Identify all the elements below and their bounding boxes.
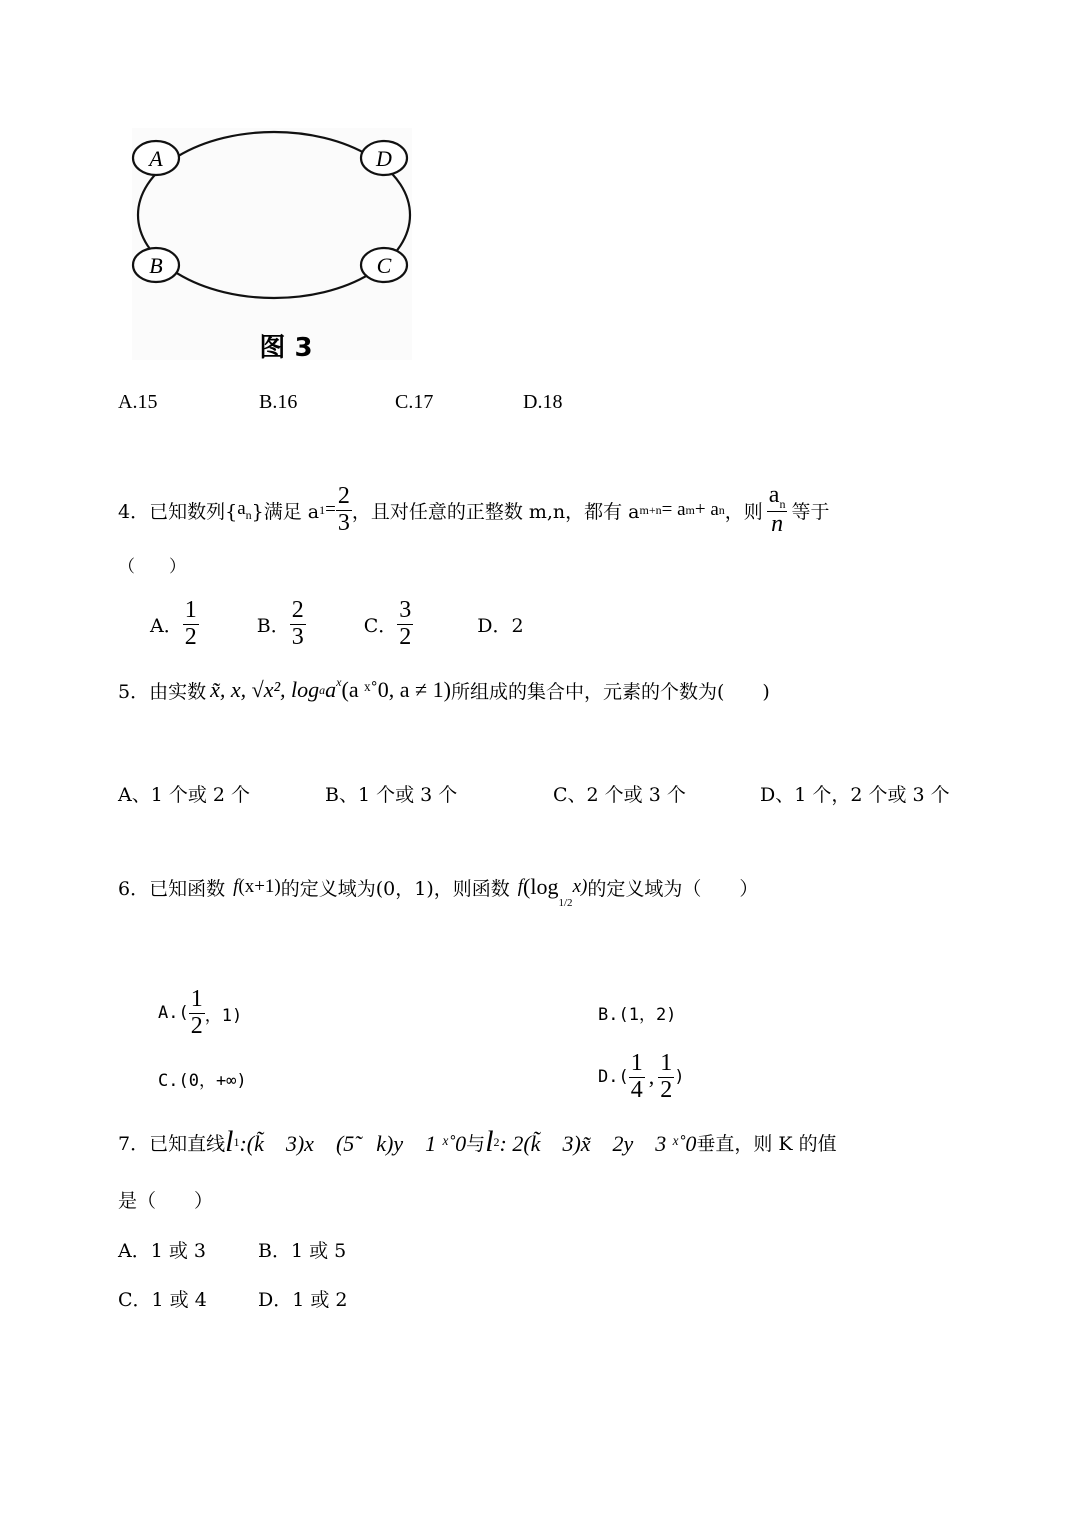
q7-line-l2: l — [485, 1125, 494, 1158]
ring-diagram — [128, 128, 423, 368]
q4-paren: （ ） — [118, 557, 186, 577]
q4-option-a-label: A． — [150, 614, 183, 637]
q4-option-c-frac: $\frac{3}{2}$ — [399, 597, 412, 650]
q5-option-d: D、1 个，2 个或 3 个 — [760, 784, 950, 806]
q4-text-2: ，且对任意的正整数 m,n，都有 a — [351, 500, 640, 523]
node-a — [133, 141, 179, 175]
figure-caption: 图 3 — [259, 333, 313, 363]
q7-stem: 7．已知直线 l 1 :(k̃ 3)x (5̃ k)y 1 ˣ˚0 与 l 2 : 2(k̃ 3)x̃ 2y 3 ˣ˚0 垂直，则 K 的值 — [118, 1125, 837, 1158]
q6-log: (log — [523, 874, 559, 899]
q7-text-suffix: 垂直，则 K 的值 — [696, 1132, 837, 1155]
q4-option-d: D．2 — [477, 614, 524, 637]
q5-option-b: B、1 个或 3 个 — [325, 784, 458, 806]
q6-option-b: B.(1，2) — [598, 1005, 677, 1025]
q5-math-3: (a ˣ˚0, a ≠ 1) — [341, 677, 451, 702]
q6-option-a: A.( $\frac{1}{2}$ ，1) — [158, 986, 243, 1039]
q6-arg1: (x+1) — [238, 876, 281, 897]
node-c — [361, 248, 407, 282]
q7-option-b: B．1 或 5 — [258, 1240, 347, 1262]
figure-3 — [128, 128, 423, 368]
q7-option-a: A．1 或 3 — [118, 1240, 206, 1262]
q5-stem — [118, 670, 770, 710]
q7-option-c: C．1 或 4 — [118, 1289, 207, 1311]
q4-sub-mn: m+n — [639, 502, 662, 517]
q3-option-c: C.17 — [395, 391, 434, 413]
q3-option-a: A.15 — [118, 391, 158, 413]
q6-option-d: D.( $\frac{1}{4}$ , $\frac{1}{2}$ ) — [598, 1050, 685, 1103]
q4-eq2: = a — [661, 499, 686, 520]
q7-option-d: D．1 或 2 — [258, 1289, 348, 1311]
q4-option-b-label: B． — [256, 614, 290, 637]
q5-math-1: x̃, x, √x², log — [210, 677, 320, 702]
q5-math-2: a — [325, 677, 337, 702]
q4-seq-symbol: $a_n$ — [237, 497, 252, 522]
q5-exponent: x — [336, 674, 342, 689]
q4-eq: = — [325, 499, 336, 520]
svg-text:C: C — [376, 253, 392, 278]
q7-eq2: : 2(k̃ 3)x̃ 2y 3 ˣ˚0 — [499, 1130, 697, 1156]
q4-text-3: ，则 — [724, 500, 763, 523]
q3-option-b: B.16 — [259, 391, 298, 413]
q6-option-d-frac-1: $\frac{1}{4}$ — [630, 1050, 643, 1103]
q6-option-d-frac-2: $\frac{1}{2}$ — [660, 1050, 673, 1103]
q4-options — [150, 592, 524, 656]
q4-option-a-frac: $\frac{1}{2}$ — [184, 597, 197, 650]
q6-text-prefix: 6．已知函数 — [118, 877, 226, 900]
q5-text-prefix: 5．由实数 — [118, 680, 207, 703]
q4-frac-two-thirds: $\frac{2}{3}$ — [337, 483, 350, 536]
q4-option-c-label: C． — [363, 614, 398, 637]
q7-text-prefix: 7．已知直线 — [118, 1132, 226, 1155]
svg-text:B: B — [149, 253, 163, 278]
node-d — [361, 141, 407, 175]
q4-plus: + a — [694, 499, 719, 520]
q7-with: 与 — [466, 1132, 486, 1155]
q7-eq1: :(k̃ 3)x (5̃ k)y 1 ˣ˚0 — [239, 1130, 467, 1156]
q4-frac-an-over-n: $\frac{a_n}{n}$ — [768, 482, 786, 537]
q3-option-d: D.18 — [523, 391, 563, 413]
q6-text-mid: 的定义域为(0，1)，则函数 — [280, 877, 510, 900]
q7-line-l1: l — [225, 1125, 234, 1158]
q4-text-1: }满足 a — [251, 500, 320, 523]
q6-f1: f — [233, 876, 239, 897]
q6-option-a-frac: $\frac{1}{2}$ — [190, 986, 203, 1039]
q4-sub-n: n — [718, 502, 725, 517]
q5-text-suffix: 所组成的集合中，元素的个数为( ) — [450, 680, 770, 703]
q6-text-suffix: 的定义域为（ ） — [587, 877, 759, 900]
q5-option-c: C、2 个或 3 个 — [553, 784, 686, 806]
q5-log-base: a — [319, 682, 326, 697]
q4-text-prefix: 4．已知数列{ — [118, 500, 238, 523]
q7-stem-line2: 是（ ） — [118, 1190, 214, 1212]
q4-option-b-frac: $\frac{2}{3}$ — [291, 597, 304, 650]
q6-arg2: x) — [572, 876, 588, 897]
q4-sub-1: 1 — [319, 502, 326, 517]
q6-option-c: C.(0，+∞) — [158, 1071, 247, 1091]
q6-stem — [118, 872, 759, 909]
svg-text:A: A — [149, 146, 163, 171]
q6-f2: f — [517, 876, 524, 897]
node-b — [133, 248, 179, 282]
svg-text:D: D — [376, 146, 392, 171]
q4-stem — [118, 478, 829, 542]
q5-option-a: A、1 个或 2 个 — [118, 784, 251, 806]
q6-log-base: 1/2 — [558, 897, 573, 909]
q4-text-suffix: 等于 — [791, 500, 830, 523]
q4-sub-m: m — [685, 502, 695, 517]
